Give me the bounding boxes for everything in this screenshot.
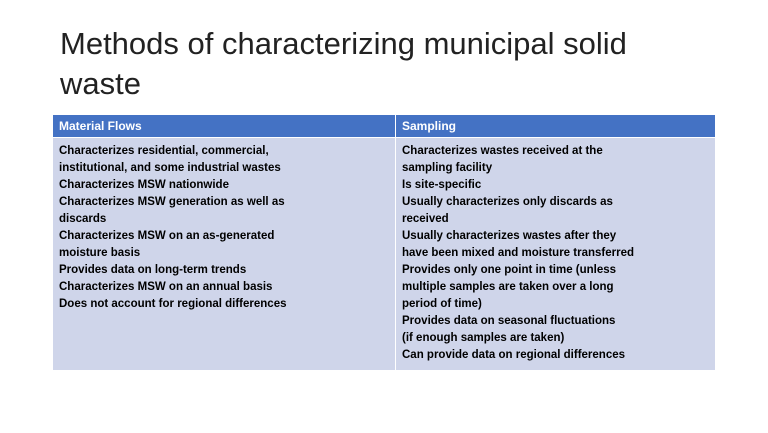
material-flows-line: Characterizes MSW generation as well as	[59, 196, 285, 208]
sampling-line: Can provide data on regional differences	[402, 349, 626, 361]
table-header-row	[53, 115, 715, 138]
material-flows-line: Does not account for regional differences	[59, 298, 287, 310]
sampling-line: have been mixed and moisture transferred	[402, 247, 634, 259]
sampling-line: Is site-specific	[402, 179, 482, 191]
material-flows-line: discards	[59, 213, 107, 225]
material-flows-line: Characterizes residential, commercial,	[59, 145, 269, 157]
sampling-line: sampling facility	[402, 162, 493, 174]
sampling-line: Usually characterizes wastes after they	[402, 230, 617, 242]
comparison-table	[53, 115, 715, 370]
material-flows-line: Characterizes MSW nationwide	[59, 179, 229, 191]
sampling-line: Provides only one point in time (unless	[402, 264, 617, 276]
header-material-flows: Material Flows	[53, 115, 396, 138]
material-flows-cell	[53, 138, 396, 371]
material-flows-line: moisture basis	[59, 247, 141, 259]
material-flows-line: Characterizes MSW on an annual basis	[59, 281, 273, 293]
material-flows-line: Characterizes MSW on an as-generated	[59, 230, 275, 242]
sampling-line: (if enough samples are taken)	[402, 332, 565, 344]
slide-title: Methods of characterizing municipal solid waste	[60, 26, 627, 101]
sampling-line: Characterizes wastes received at the	[402, 145, 603, 157]
header-sampling: Sampling	[396, 115, 716, 138]
sampling-line: Provides data on seasonal fluctuations	[402, 315, 616, 327]
sampling-line: received	[402, 213, 449, 225]
material-flows-line: institutional, and some industrial wastes	[59, 162, 281, 174]
sampling-line: period of time)	[402, 298, 482, 310]
comparison-table-container	[53, 115, 715, 370]
sampling-cell	[396, 138, 716, 371]
sampling-line: Usually characterizes only discards as	[402, 196, 613, 208]
table-row	[53, 138, 715, 371]
sampling-line: multiple samples are taken over a long	[402, 281, 614, 293]
material-flows-line: Provides data on long-term trends	[59, 264, 247, 276]
